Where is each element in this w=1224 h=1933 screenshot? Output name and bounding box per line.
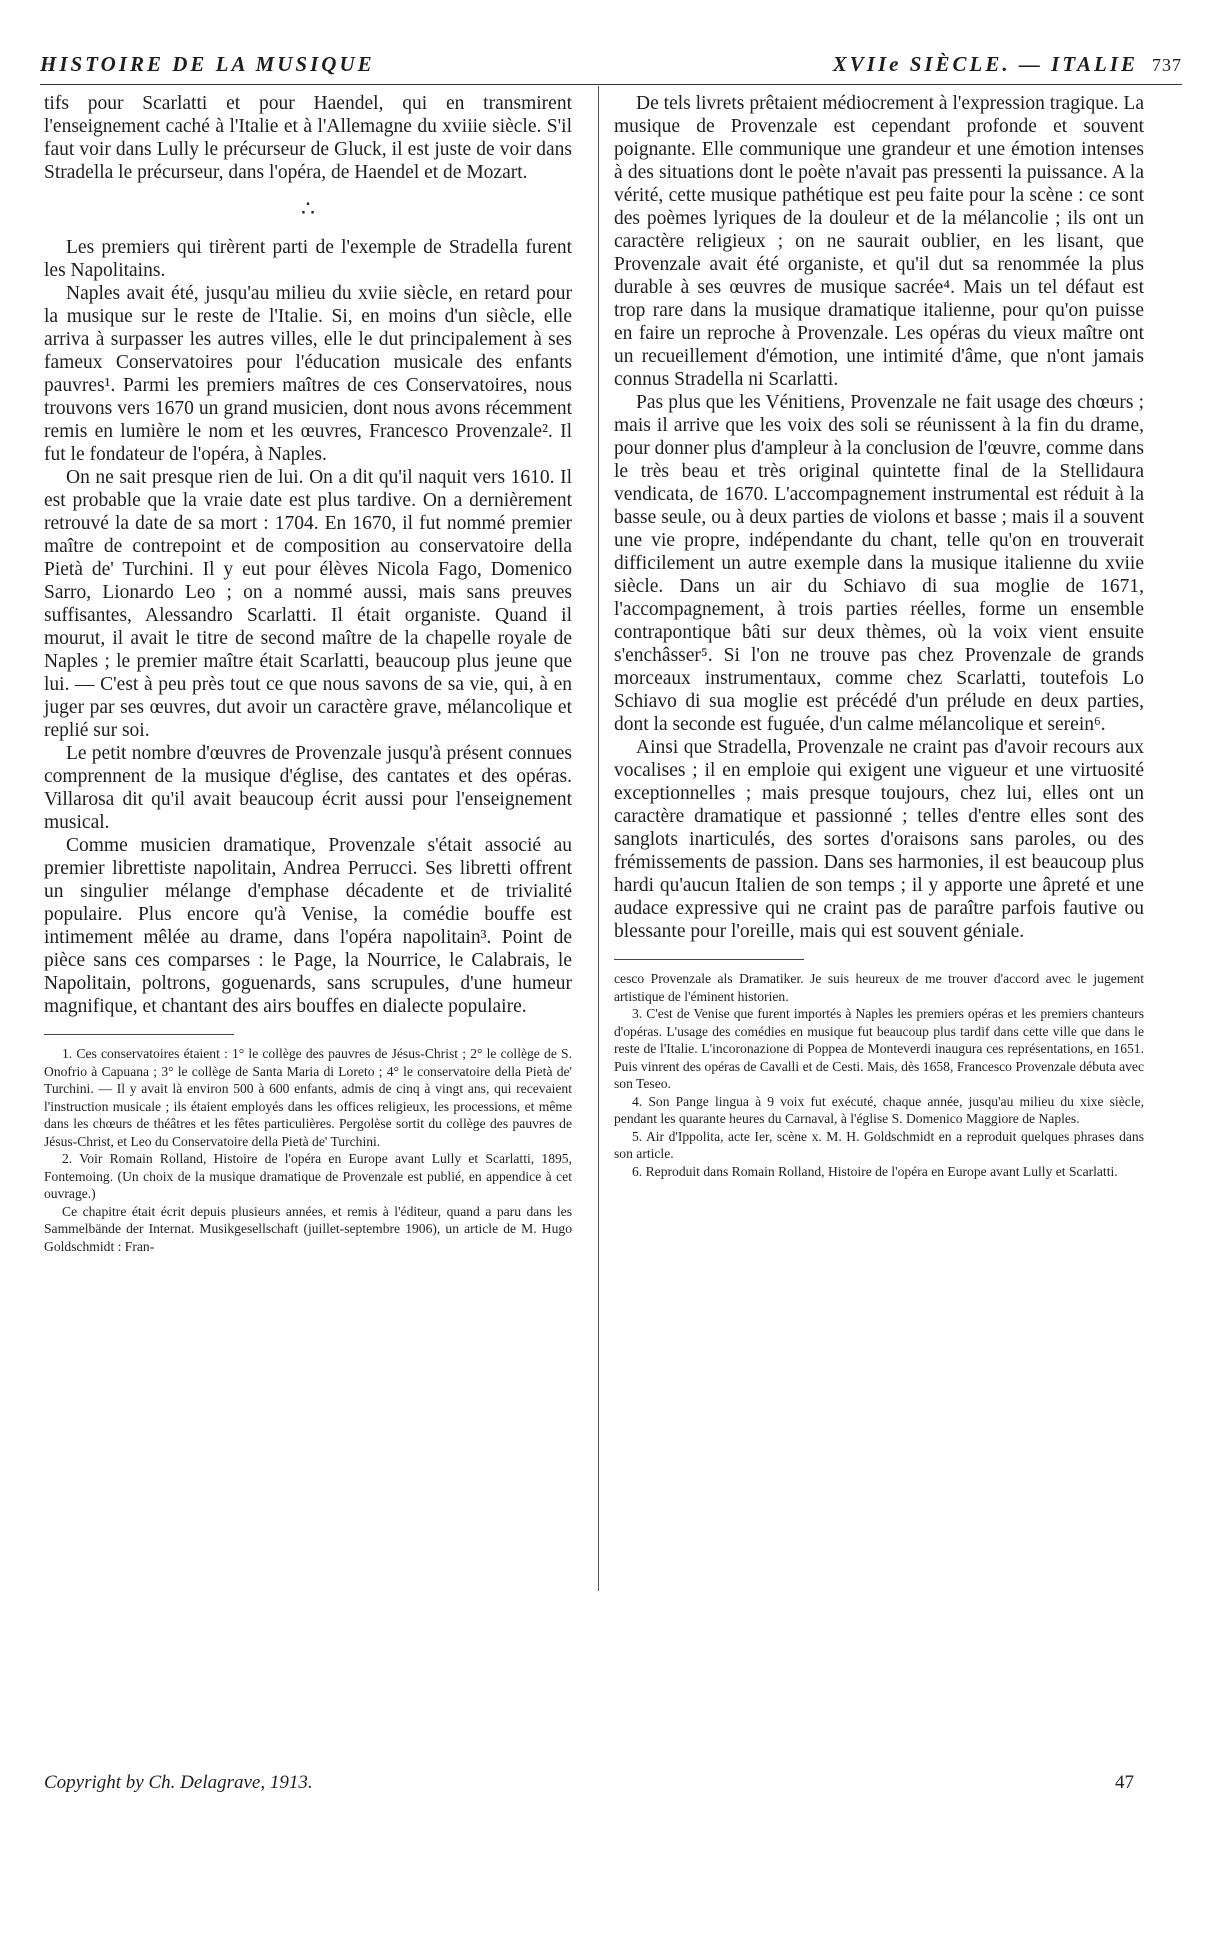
body-paragraph: On ne sait presque rien de lui. On a dit qu'il naquit vers 1610. Il est probable que la vraie date est plus tardive. On a dernièrement retrouvé la date de sa mort : 1704. En 1670, il fut nommé premier maître de contrepoint et de composition au conservatoire della Pietà de' Turchini. Il y eut pour élèves Nicola Fago, Domenico Sarro, Lionardo Leo ; on a nommé aussi, mais sans preuves suffisantes, Alessandro Scarlatti. Il était organiste. Quand il mourut, il avait le titre de second maître de la chapelle royale de Naples ; le premier maître était Scarlatti, beaucoup plus jeune que lui. — C'est à peu près tout ce que nous savons de sa vie, qui, à en juger par ses œuvres, dut avoir un caractère grave, mélancolique et replié sur soi. [44,467,572,741]
header-book-title: HISTOIRE DE LA MUSIQUE [40,52,375,76]
printer-signature: 47 [1115,1772,1134,1793]
footnote: 1. Ces conservatoires étaient : 1° le collège des pauvres de Jésus-Christ ; 2° le collège de S. Onofrio à Capuana ; 3° le collège de Santa Maria di Loreto ; 4° le conservatoire della Pietà de' Turchini. — Il y avait là environ 500 à 600 enfants, admis de cinq à vingt ans, qui recevaient l'instruction musicale ; ils étaient employés dans les offices religieux, les processions, et même dans les chœurs de théâtres et les fêtes particulières. Pergolèse sortit du collège des pauvres de Jésus-Christ, et Leo du Conservatoire della Pietà de' Turchini. [44,1046,572,1149]
left-column [44,92,572,1255]
body-paragraph: tifs pour Scarlatti et pour Haendel, qui en transmirent l'enseignement caché à l'Italie et à l'Allemagne du xviiie siècle. S'il faut voir dans Lully le précurseur de Gluck, il est juste de voir dans Stradella le précurseur, dans l'opéra, de Haendel et de Mozart. [44,93,572,183]
footnote: 2. Voir Romain Rolland, Histoire de l'opéra en Europe avant Lully et Scarlatti, 1895, Fontemoing. (Un choix de la musique dramatique de Provenzale est publié, en appendice à cet ouvrage.) [44,1151,572,1201]
footnote: 3. C'est de Venise que furent importés à Naples les premiers opéras et les premiers chanteurs d'opéras. L'usage des comédies en musique fut beaucoup plus tardif dans cette ville que dans le reste de l'Italie. L'incoronazione di Poppea de Monteverdi inaugura ces représentations, en 1651. Puis vinrent des opéras de Cavalli et de Cesti. Mais, dès 1658, Francesco Provenzale débuta avec son Teseo. [614,1006,1144,1091]
body-paragraph: Le petit nombre d'œuvres de Provenzale jusqu'à présent connues comprennent de la musique d'église, des cantates et des opéras. Villarosa dit qu'il avait beaucoup écrit aussi pour l'enseignement musical. [44,743,572,833]
right-column [614,92,1144,1180]
section-separator: ∴ [301,196,315,221]
footnote-continuation: cesco Provenzale als Dramatiker. Je suis heureux de me trouver d'accord avec le jugement artistique de l'éminent historien. [614,971,1144,1004]
copyright-notice: Copyright by Ch. Delagrave, 1913. [44,1772,313,1793]
footnote: Ce chapitre était écrit depuis plusieurs années, et remis à l'éditeur, quand a paru dans les Sammelbände der Internat. Musikgesellschaft (juillet-septembre 1906), un article de M. Hugo Goldschmidt : Fran- [44,1203,572,1254]
header-section [833,52,1182,77]
body-paragraph: Pas plus que les Vénitiens, Provenzale ne fait usage des chœurs ; mais il arrive que les voix des soli se réunissent à la fin du drame, pour donner plus d'ampleur à la conclusion de l'œuvre, comme dans le très beau et très original quintette final de la Stellidaura vendicata, de 1670. L'accompagnement instrumental est réduit à la basse seule, ou à deux parties de violons et basse ; mais il a souvent une vie propre, indépendante du chant, telle qu'on en trouverait difficilement un autre exemple dans la musique italienne du xviie siècle. Dans un air du Schiavo di sua moglie de 1671, l'accompagnement, à trois parties réelles, forme un ensemble contrapontique bâti sur deux thèmes, où la voix vient ensuite s'enchâsser⁵. Si l'on ne trouve pas chez Provenzale de grands morceaux instrumentaux, comme chez Scarlatti, toutefois Lo Schiavo di sua moglie est précédé d'un prélude en deux parties, dont la seconde est fuguée, d'un calme mélancolique et serein⁶. [614,392,1144,735]
running-header [40,50,1182,85]
page-number: 737 [1152,55,1182,75]
footnote: 4. Son Pange lingua à 9 voix fut exécuté, chaque année, jusqu'au milieu du xixe siècle, pendant les quarante heures du Carnaval, à l'église S. Domenico Maggiore de Naples. [614,1093,1144,1126]
body-paragraph: Les premiers qui tirèrent parti de l'exemple de Stradella furent les Napolitains. [44,237,572,281]
footnote: 5. Air d'Ippolita, acte Ier, scène x. M. H. Goldschmidt en a reproduit quelques phrases dans son article. [614,1128,1144,1161]
body-paragraph: Ainsi que Stradella, Provenzale ne craint pas d'avoir recours aux vocalises ; il en emploie qui exigent une vigueur et une virtuosité exceptionnelles ; mais presque toujours, chez lui, elles ont un caractère dramatique et passionné ; telles d'entre elles sont des sanglots inarticulés, des sortes d'oraisons sans paroles, ou des frémissements de passion. Dans ses harmonies, il est beaucoup plus hardi qu'aucun Italien de son temps ; il y apporte une âpreté et une audace expressive qui ne craint pas de paraître parfois fautive ou blessante pour l'oreille, mais qui est souvent géniale. [614,737,1144,942]
body-paragraph: De tels livrets prêtaient médiocrement à l'expression tragique. La musique de Provenzale est cependant profonde et souvent poignante. Elle communique une grandeur et une émotion intenses à des situations dont le poète n'avait pas pressenti la puissance. A la vérité, cette musique pathétique est peu faite pour la scène : ce sont des poèmes lyriques de la douleur et de la mélancolie ; ils ont un caractère religieux ; on ne saurait oublier, en les lisant, que Provenzale avait été organiste, et qu'il dut sa renommée la plus durable à ses œuvres de musique sacrée⁴. Mais un tel défaut est trop rare dans la musique dramatique italienne, pour qu'on puisse en faire un reproche à Provenzale. Les opéras du vieux maître ont un recueillement d'émotion, une intimité d'âme, que n'ont jamais connus Stradella ni Scarlatti. [614,93,1144,390]
body-paragraph: Comme musicien dramatique, Provenzale s'était associé au premier librettiste napolitain, Andrea Perrucci. Ses libretti offrent un singulier mélange d'emphase décadente et de trivialité populaire. Plus encore qu'à Venise, la comédie bouffe est intimement mêlée au drame, dans l'opéra napolitain³. Point de pièce sans ces comparses : le Page, la Nourrice, le Calabrais, le Napolitain, poltrons, goguenards, sans scrupules, d'une humeur magnifique, et chantant des airs bouffes en dialecte populaire. [44,835,572,1017]
body-paragraph: Naples avait été, jusqu'au milieu du xviie siècle, en retard pour la musique sur le reste de l'Italie. Si, en moins d'un siècle, elle arriva à surpasser les autres villes, elle le dut principalement à ses fameux Conservatoires pour l'éducation musicale des enfants pauvres¹. Parmi les premiers maîtres de ces Conservatoires, nous trouvons vers 1670 un grand musicien, dont nous avons récemment remis en lumière le nom et les œuvres, Francesco Provenzale². Il fut le fondateur de l'opéra, à Naples. [44,283,572,465]
column-divider [598,86,599,1591]
header-section-title: XVIIe SIÈCLE. — ITALIE [832,52,1138,76]
footnote-rule [44,1034,234,1035]
footnote-rule [614,959,804,960]
page-footer [44,1772,1134,1796]
footnote: 6. Reproduit dans Romain Rolland, Histoire de l'opéra en Europe avant Lully et Scarlatti. [632,1163,1118,1179]
